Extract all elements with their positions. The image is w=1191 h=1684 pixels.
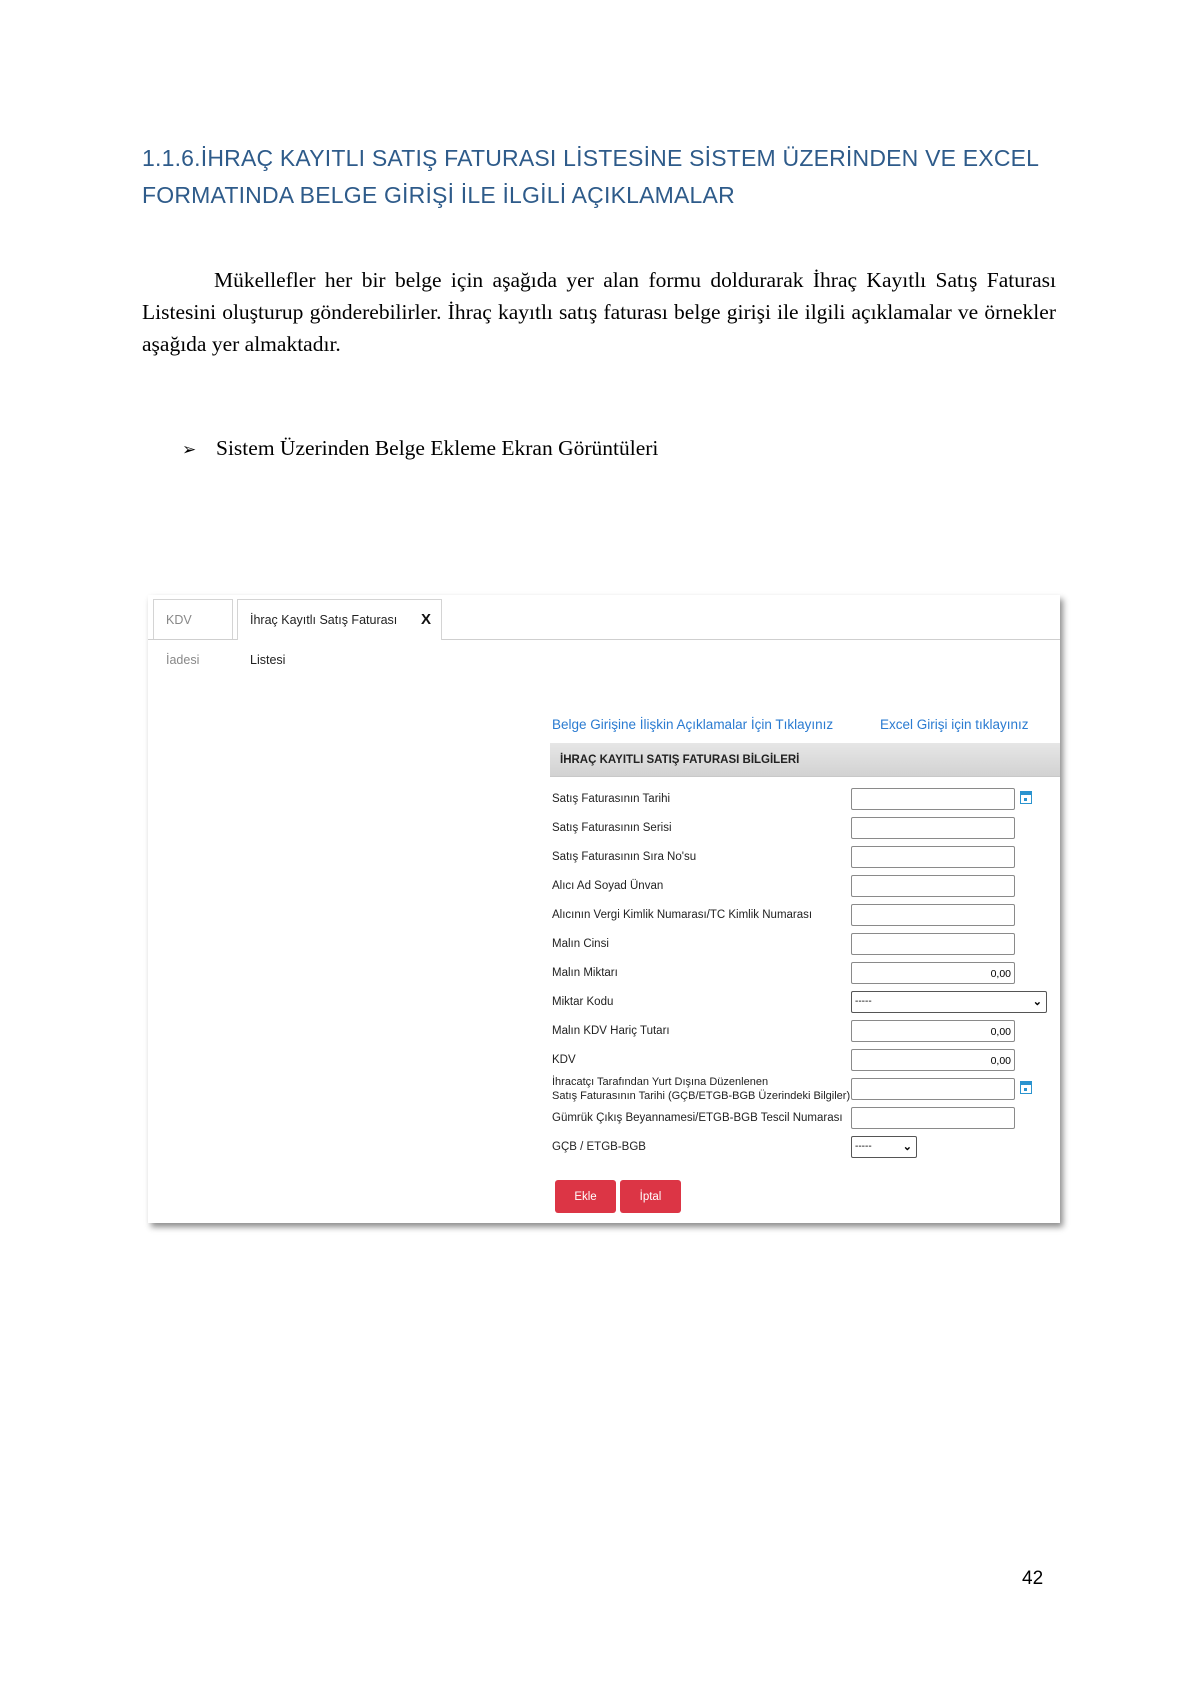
buyer-name-input[interactable] [851,875,1015,897]
section-heading [142,140,1056,214]
chevron-down-icon: ⌄ [1032,996,1042,1008]
field-label [552,1075,850,1103]
field-label: Satış Faturasının Sıra No'su [552,851,697,863]
invoice-series-input[interactable] [851,817,1015,839]
field-label: Miktar Kodu [552,996,614,1008]
amount-excl-vat-input[interactable]: 0,00 [851,1020,1015,1042]
field-label: Alıcı Ad Soyad Ünvan [552,880,664,892]
form-row-invoice-date [550,788,1060,812]
invoice-seq-input[interactable] [851,846,1015,868]
field-label: Malın Miktarı [552,967,618,979]
field-label-line-2: Satış Faturasının Tarihi (GÇB/ETGB-BGB Üzerindeki Bilgiler) [552,1090,851,1102]
gcb-type-select[interactable] [851,1136,917,1158]
arrow-bullet-icon: ➢ [182,440,197,460]
calendar-icon[interactable] [1020,791,1032,804]
calendar-icon[interactable] [1020,1081,1032,1094]
form-row-invoice-seq [550,846,1060,870]
bullet-text: Sistem Üzerinden Belge Ekleme Ekran Görüntüleri [216,436,659,460]
form-row-gcb-type [550,1136,1060,1160]
chevron-down-icon: ⌄ [902,1141,912,1153]
excel-entry-link[interactable]: Excel Girişi için tıklayınız [880,717,1029,732]
buyer-tax-id-input[interactable] [851,904,1015,926]
tab-label: KDV İadesi [166,613,200,667]
field-label: GÇB / ETGB-BGB [552,1141,646,1153]
select-value: ----- [855,1141,872,1152]
export-invoice-date-input[interactable] [851,1078,1015,1100]
form-row-buyer-tax-id [550,904,1060,928]
page-number: 42 [1022,1568,1044,1589]
body-paragraph [142,264,1056,360]
customs-no-input[interactable] [851,1107,1015,1129]
form-row-buyer-name [550,875,1060,899]
form-row-vat [550,1049,1060,1073]
body-paragraph-text: Mükellefler her bir belge için aşağıda yer alan formu doldurarak İhraç Kayıtlı Satış Faturası Listesini oluşturup gönderebilirler. İhraç kayıtlı satış faturası belge girişi ile ilgili açıklamalar ve örnekler aşağıda yer almaktadır. [142,268,1056,356]
select-value: ----- [855,996,872,1007]
tab-bar [148,595,1060,667]
field-label: Malın Cinsi [552,938,609,950]
field-label: Malın KDV Hariç Tutarı [552,1025,670,1037]
tab-kdv-iadesi[interactable] [153,599,233,667]
embedded-screenshot [148,595,1060,1223]
field-label: KDV [552,1054,576,1066]
info-link[interactable]: Belge Girişine İlişkin Açıklamalar İçin Tıklayınız [552,717,834,732]
invoice-date-input[interactable] [851,788,1015,810]
form-row-goods-type [550,933,1060,957]
bullet-item [182,432,658,466]
form-row-export-invoice-date [550,1078,1060,1102]
goods-qty-input[interactable]: 0,00 [851,962,1015,984]
form-row-goods-qty [550,962,1060,986]
qty-code-select[interactable] [851,991,1047,1013]
section-header: İHRAÇ KAYITLI SATIŞ FATURASI BİLGİLERİ [550,743,1060,777]
form-row-amount-excl-vat [550,1020,1060,1044]
field-label-line-1: İhracatçı Tarafından Yurt Dışına Düzenlenen [552,1076,769,1088]
goods-type-input[interactable] [851,933,1015,955]
form-row-customs-no [550,1107,1060,1131]
section-heading-line-2: FORMATINDA BELGE GİRİŞİ İLE İLGİLİ AÇIKLAMALAR [142,182,735,208]
field-label: Satış Faturasının Serisi [552,822,672,834]
section-heading-line-1: 1.1.6.İHRAÇ KAYITLI SATIŞ FATURASI LİSTESİNE SİSTEM ÜZERİNDEN VE EXCEL [142,145,1040,171]
cancel-button[interactable]: İptal [620,1180,681,1213]
form-row-invoice-series [550,817,1060,841]
tab-ihrac-kayitli-list[interactable] [237,599,442,667]
form-row-qty-code [550,991,1060,1015]
tab-label: İhraç Kayıtlı Satış Faturası Listesi [250,613,398,667]
close-icon[interactable]: X [420,611,431,628]
field-label: Alıcının Vergi Kimlik Numarası/TC Kimlik Numarası [552,909,813,921]
add-button[interactable]: Ekle [555,1180,616,1213]
field-label: Gümrük Çıkış Beyannamesi/ETGB-BGB Tescil Numarası [552,1112,843,1124]
field-label: Satış Faturasının Tarihi [552,793,671,805]
vat-input[interactable]: 0,00 [851,1049,1015,1071]
